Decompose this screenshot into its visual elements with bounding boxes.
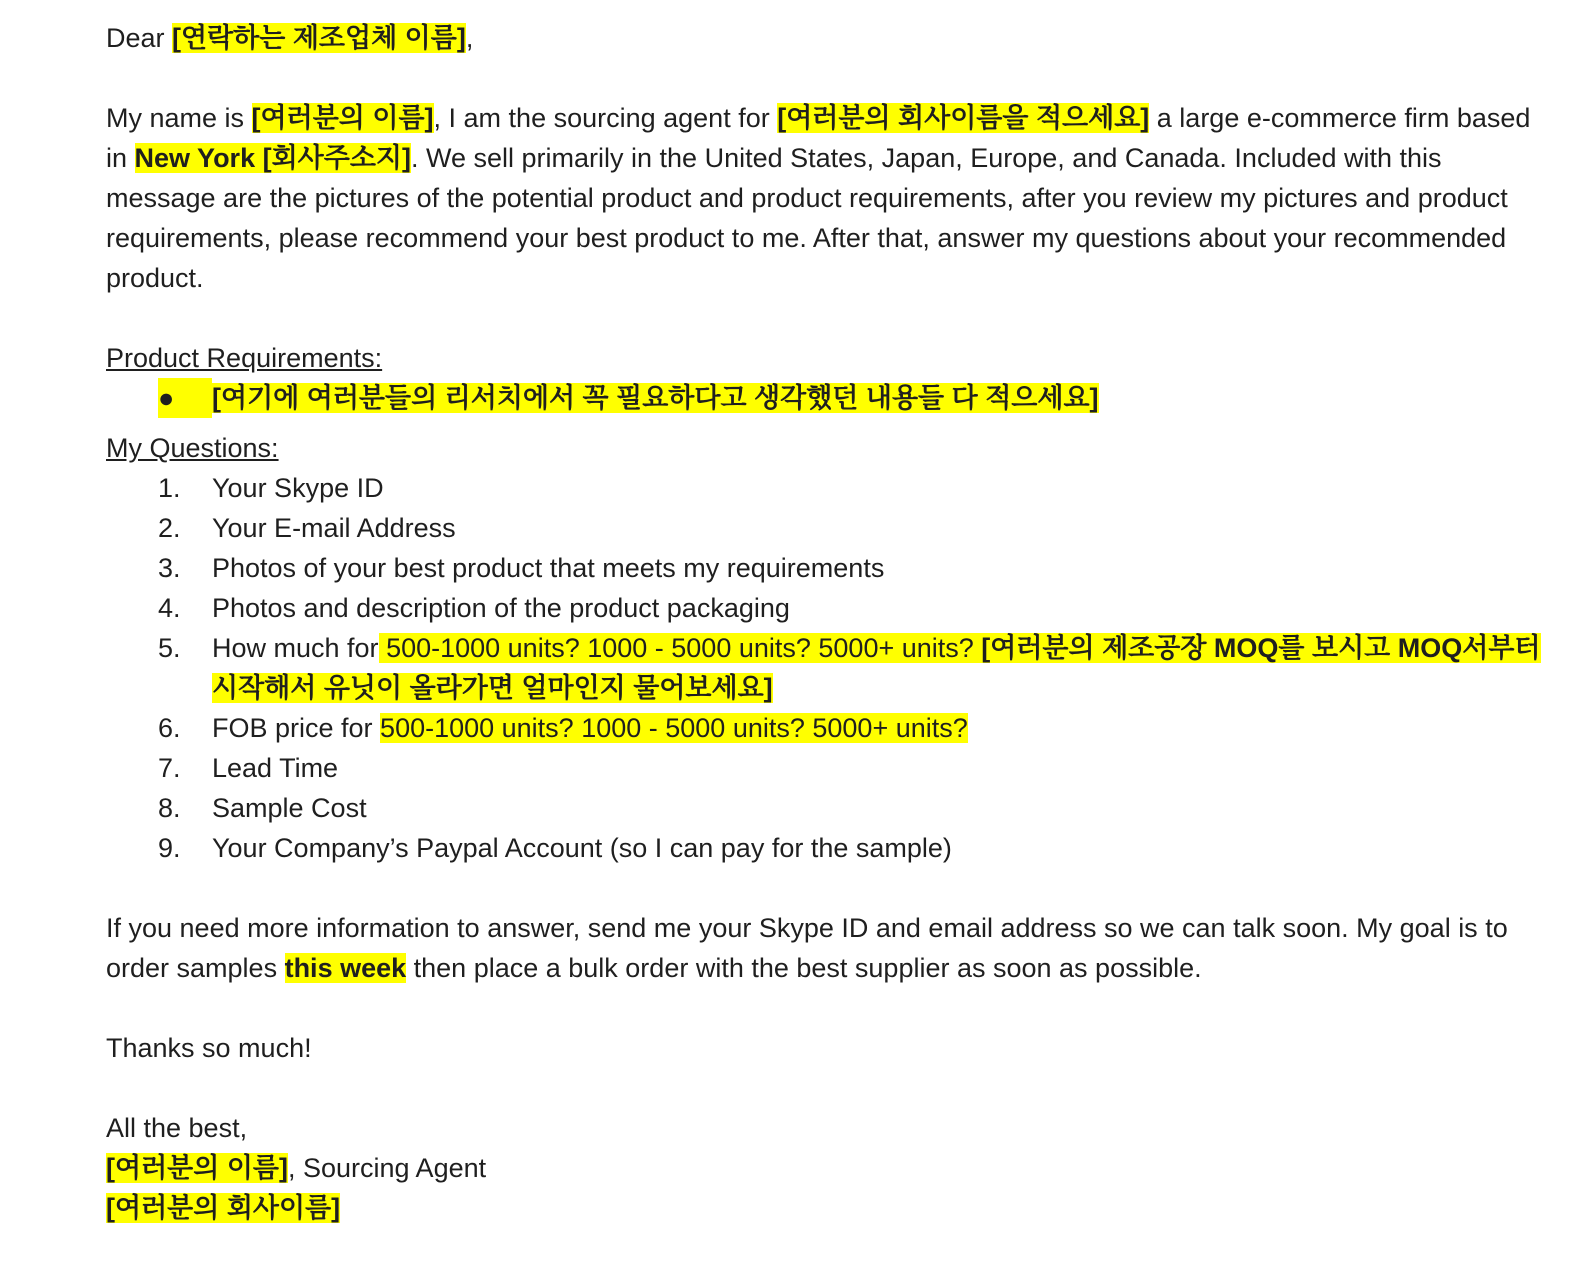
unit-tiers-highlight: 500-1000 units? 1000 - 5000 units? 5000+ units?: [380, 713, 968, 743]
thanks-line: Thanks so much!: [106, 1033, 312, 1063]
closing-paragraph: [106, 908, 1546, 988]
spacer: [106, 988, 1546, 1028]
list-item: [106, 548, 1546, 588]
list-item: [106, 788, 1546, 828]
requirements-list: [106, 378, 1546, 418]
list-number: 1.: [158, 473, 181, 503]
questions-heading: My Questions:: [106, 433, 279, 463]
list-item: [106, 708, 1546, 748]
intro-text-1: My name is: [106, 103, 252, 133]
list-item: [106, 468, 1546, 508]
list-number: 3.: [158, 553, 181, 583]
question-text: Photos and description of the product packaging: [212, 593, 790, 623]
signature-company-line: [106, 1188, 1546, 1228]
signature-name-line: [106, 1148, 1546, 1188]
signature-name-placeholder: [여러분의 이름]: [106, 1153, 288, 1183]
list-item: [106, 508, 1546, 548]
question-text: Your E-mail Address: [212, 513, 456, 543]
list-item: [106, 378, 1546, 418]
list-item: [106, 628, 1546, 708]
intro-text-4: . We sell primarily in the United States, Japan, Europe, and Canada. Included with this message are the pictures of the potential product and product requirements, after you review my pictures and product requirements, please recommend your best product to me. After that, answer my questions about your recommended product.: [106, 143, 1508, 293]
spacer: [106, 58, 1546, 98]
questions-list: [106, 468, 1546, 868]
this-week-highlight: this week: [284, 953, 407, 983]
question-text: FOB price for: [212, 713, 381, 743]
bullet-icon: ●: [158, 378, 212, 418]
greeting-suffix: ,: [465, 23, 474, 53]
intro-text-2: , I am the sourcing agent for: [433, 103, 778, 133]
greeting-prefix: Dear: [106, 23, 173, 53]
moq-placeholder: [여러분의 제조공장 MOQ를 보시고 MOQ서부터 시작해서 유닛이 올라가면 얼마인지 물어보세요]: [212, 633, 1541, 703]
manufacturer-name-placeholder: [연락하는 제조업체 이름]: [172, 23, 466, 53]
list-number: 7.: [158, 753, 181, 783]
closing-text-1: If you need more information to answer, send me your Skype ID and email address so we can talk soon. My goal is to order samples: [106, 913, 1508, 983]
intro-text-3: a large e-commerce firm based in: [106, 103, 1531, 173]
closing-text-2: then place a bulk order with the best supplier as soon as possible.: [406, 953, 1202, 983]
company-name-placeholder: [여러분의 회사이름을 적으세요]: [777, 103, 1150, 133]
list-number: 8.: [158, 793, 181, 823]
spacer: [106, 418, 1546, 428]
list-item: [106, 748, 1546, 788]
signature-company-placeholder: [여러분의 회사이름]: [106, 1193, 341, 1223]
your-name-placeholder: [여러분의 이름]: [251, 103, 434, 133]
question-text: Lead Time: [212, 753, 339, 783]
intro-paragraph: [106, 98, 1546, 298]
list-item: [106, 588, 1546, 628]
question-text: Your Company’s Paypal Account (so I can pay for the sample): [212, 833, 952, 863]
list-number: 5.: [158, 633, 181, 663]
requirements-heading: Product Requirements:: [106, 343, 383, 373]
spacer: [106, 868, 1546, 908]
unit-tiers-highlight: 500-1000 units? 1000 - 5000 units? 5000+ units?: [378, 633, 982, 663]
email-template-document: [106, 18, 1546, 1228]
list-number: 6.: [158, 713, 181, 743]
question-text: How much for: [212, 633, 379, 663]
question-text: Sample Cost: [212, 793, 367, 823]
question-text: Your Skype ID: [212, 473, 384, 503]
question-text: Photos of your best product that meets my requirements: [212, 553, 885, 583]
signoff-line: All the best,: [106, 1113, 248, 1143]
company-address-placeholder: New York [회사주소지]: [134, 143, 411, 173]
list-item: [106, 828, 1546, 868]
list-number: 2.: [158, 513, 181, 543]
requirements-placeholder: [여기에 여러분들의 리서치에서 꼭 필요하다고 생각했던 내용들 다 적으세요]: [212, 383, 1099, 413]
spacer: [106, 298, 1546, 338]
list-number: 4.: [158, 593, 181, 623]
list-number: 9.: [158, 833, 181, 863]
signature-role: , Sourcing Agent: [287, 1153, 487, 1183]
greeting-line: [106, 18, 1546, 58]
spacer: [106, 1068, 1546, 1108]
